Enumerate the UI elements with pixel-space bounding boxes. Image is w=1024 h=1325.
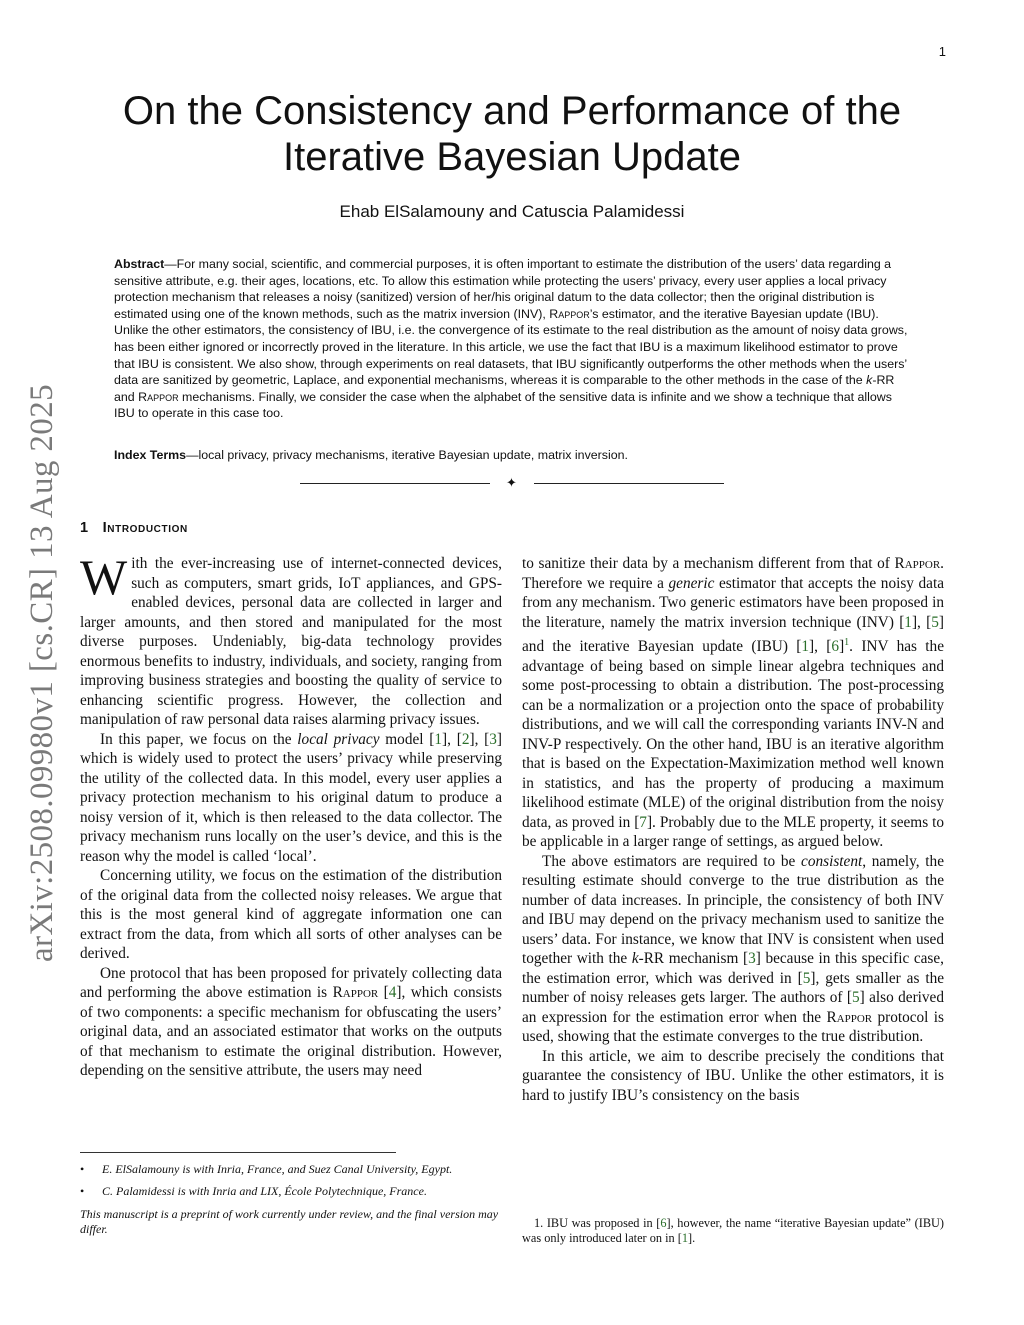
emphasis: local privacy [297, 730, 380, 748]
left-column [80, 549, 503, 1081]
citation-link[interactable]: 6 [660, 1216, 667, 1230]
paragraph-text: , namely, the resulting estimate should converge to the true distribution as the number of data increases. In principle, the consistency of both INV and IBU may depend on the privacy mechanism used to sanitize the users’ data. For instance, we know that INV is consistent when used together with the [522, 852, 944, 968]
paragraph-text: ]. Probably due to the MLE property, it seems to be applicable in a larger range of settings, as argued below. [522, 813, 945, 851]
abstract-text: ’s estimator, and the iterative Bayesian update (IBU). Unlike the other estimators, the consistency of IBU, i.e. the convergence of its estimate to the real distribution as the amount of noisy data grows, has been either ignored or incorrectly proved in the literature. In this article, we use the fact that IBU is a maximum likelihood estimator to prove that IBU is consistent. We also show, through experiments on real datasets, that IBU significantly outperforms the other methods when the users’ data are sanitized by geometric, Laplace, and exponential mechanisms, whereas it is comparable to the other methods in the case of the [114, 306, 908, 388]
paragraph [522, 852, 944, 1047]
paragraph-text: ], [ [911, 613, 932, 631]
paragraph-text: ] [839, 638, 845, 656]
right-column [522, 554, 944, 1105]
paragraph-text: . INV has the advantage of being based on simple linear algebra techniques and some post-processing to obtain a distribution. The post-processing can be a normalization or a projection onto the space of probability distributions, and we will call the corresponding variants INV-N and INV-P respectively. On the other hand, IBU is an iterative algorithm that is based on the Expectation-Maximization method well known in statistics, and has the property of producing a maximum likelihood estimate (MLE) of the original distribution from the noisy data, as proved in [ [522, 638, 944, 831]
paragraph-text: protocol is used, showing that the estimate converges to the true distribution. [522, 1008, 944, 1046]
abstract-rappor: Rappor [549, 306, 590, 321]
title-line-2: Iterative Bayesian Update [282, 135, 742, 179]
rappor-smallcaps: Rappor [826, 1008, 873, 1026]
index-terms [114, 447, 914, 463]
paragraph-text: ], [ [469, 730, 490, 748]
citation-link[interactable]: 3 [489, 730, 497, 748]
paragraph [80, 549, 502, 730]
footnote-text [522, 1216, 944, 1246]
arxiv-stamp: arXiv:2508.09980v1 [cs.CR] 13 Aug 2025 [24, 383, 60, 962]
paragraph-text: ], [ [809, 638, 832, 656]
citation-link[interactable]: 3 [748, 950, 756, 968]
affiliation-footnotes [80, 1162, 502, 1237]
paragraph-text: model [ [379, 730, 435, 748]
paragraph-text: ith the ever-increasing use of internet-connected devices, such as computers, smart grids, IoT appliances, and GPS-enabled devices, personal data are collected in larger and larger amounts, and then stored and manipulated for the most diverse purposes. Undeniably, big-data technology provides enormous benefits to industry, individuals, and society, ranging from improving business strategies and boosting the quality of service to enhancing scientific progress. However, the collection and manipulation of raw personal data raises alarming privacy issues. [80, 555, 502, 728]
footnote-mark-link[interactable]: 1 [844, 637, 850, 648]
abstract-text: -RR and [114, 373, 895, 404]
citation-link[interactable]: 1 [434, 730, 443, 748]
paragraph-text: ] also derived an expression for the estimation error when the [522, 989, 944, 1026]
citation-link[interactable]: 6 [831, 638, 840, 656]
section-heading [80, 520, 188, 536]
math-k: k [631, 950, 639, 968]
abstract-label: Abstract [114, 257, 165, 271]
footnote-part: ]. [687, 1231, 696, 1245]
paragraph-text: estimator that accepts the noisy data from any mechanism. Two generic estimators have been proposed in the literature, namely the matrix inversion technique (INV) [ [522, 574, 944, 631]
abstract-text: —For many social, scientific, and commercial purposes, it is often important to estimate the distribution of the users’ data regarding a sensitive attribute, e.g. their ages, locations, etc. To allow this estimation while protecting the users’ privacy, every user applies a local privacy protection mechanism that releases a noisy (sanitized) version of her/his original datum to the data collector; then the original distribution is estimated using one of the known methods, such as the matrix inversion (INV), [114, 257, 892, 321]
section-title: Introduction [102, 520, 188, 536]
citation-link[interactable]: 5 [851, 989, 860, 1007]
index-terms-label: Index Terms [114, 448, 187, 462]
abstract-rappor: Rappor [138, 389, 179, 404]
paragraph-text: [ [378, 984, 389, 1001]
paragraph-text: . Therefore we require a [522, 555, 944, 592]
paragraph: In this article, we aim to describe precisely the conditions that guarantee the consistency of IBU. Unlike the other estimators, it is hard to justify IBU’s consistency on the basis [522, 1047, 944, 1104]
emphasis: generic [668, 574, 715, 592]
paragraph-text: ] because in this specific case, the estimation error, which was derived in [ [522, 950, 944, 987]
paragraph-text: -RR mechanism [ [638, 950, 749, 968]
affiliation-item: • C. Palamidessi is with Inria and LIX, École Polytechnique, France. [80, 1184, 502, 1199]
citation-link[interactable]: 4 [388, 984, 397, 1001]
dropcap: W [80, 549, 128, 605]
section-divider [300, 474, 724, 494]
citation-link[interactable]: 5 [931, 613, 939, 631]
abstract-text: mechanisms. Finally, we consider the case when the alphabet of the sensitive data is infinite and we show a technique that allows IBU to operate in this case too. [114, 389, 892, 421]
footnote-part: ], however, the name “iterative Bayesian update” (IBU) was only introduced later on in [ [522, 1216, 944, 1245]
emphasis: consistent [801, 852, 863, 870]
affiliation-item: • E. ElSalamouny is with Inria, France, and Suez Canal University, Egypt. [80, 1162, 502, 1177]
rappor-smallcaps: Rappor [894, 555, 941, 572]
citation-link[interactable]: 2 [461, 730, 470, 748]
citation-link[interactable]: 7 [639, 813, 647, 831]
section-number: 1 [80, 520, 89, 536]
footnote-part: 1. IBU was proposed in [ [534, 1216, 661, 1230]
paper-title [80, 88, 944, 180]
title-line-1: On the Consistency and Performance of the [122, 89, 902, 133]
preprint-note: This manuscript is a preprint of work currently under review, and the final version may differ. [80, 1207, 499, 1236]
footnote-rule [80, 1152, 396, 1153]
divider-line-left [300, 483, 490, 484]
citation-link[interactable]: 1 [801, 638, 810, 656]
paragraph-text: One protocol that has been proposed for privately collecting data and performing the above estimation is [80, 964, 502, 1001]
paragraph [522, 554, 944, 852]
paragraph-text: ] which is widely used to protect the users’ privacy while preserving the utility of the collected data. In this model, every user applies a privacy protection mechanism to his original datum to produce a noisy version of it, which is then released to the data collector. The privacy mechanism runs locally on the user’s device, and this is the reason why the model is called ‘local’. [80, 730, 503, 865]
citation-link[interactable]: 1 [681, 1231, 688, 1245]
paragraph [80, 730, 502, 867]
paragraph-text: ], which consists of two components: a specific mechanism for obfuscating the users’ original data, and an associated estimator that works on the outputs of that mechanism to estimate the original distribution. However, depending on the sensitive attribute, the users may need [80, 984, 502, 1079]
index-terms-text: —local privacy, privacy mechanisms, iterative Bayesian update, matrix inversion. [186, 448, 628, 462]
abstract [114, 256, 914, 422]
divider-diamond-icon: ✦ [506, 476, 517, 491]
abstract-k: k [866, 373, 873, 388]
paragraph-text: ], [ [442, 730, 462, 748]
paragraph-text: In this paper, we focus on the [100, 730, 298, 748]
paragraph: Concerning utility, we focus on the estimation of the distribution of the original data from the collected noisy releases. We argue that this is the most general kind of aggregate information one can extract from the data, from which all sorts of other analyses can be derived. [80, 867, 502, 962]
paragraph-text: to sanitize their data by a mechanism different from that of [522, 555, 895, 572]
paragraph [80, 964, 502, 1081]
page-number: 1 [938, 44, 946, 59]
authors: Ehab ElSalamouny and Catuscia Palamidessi [339, 202, 685, 221]
paragraph-text: ], gets smaller as the number of noisy releases gets larger. The authors of [ [522, 969, 945, 1007]
citation-link[interactable]: 5 [802, 969, 811, 987]
rappor-smallcaps: Rappor [332, 984, 379, 1001]
paragraph-text: ] and the iterative Bayesian update (IBU) [ [522, 613, 944, 656]
paragraph-text: The above estimators are required to be [542, 852, 802, 870]
footnote-1 [522, 1216, 944, 1246]
citation-link[interactable]: 1 [904, 613, 912, 631]
divider-line-right [534, 483, 724, 484]
